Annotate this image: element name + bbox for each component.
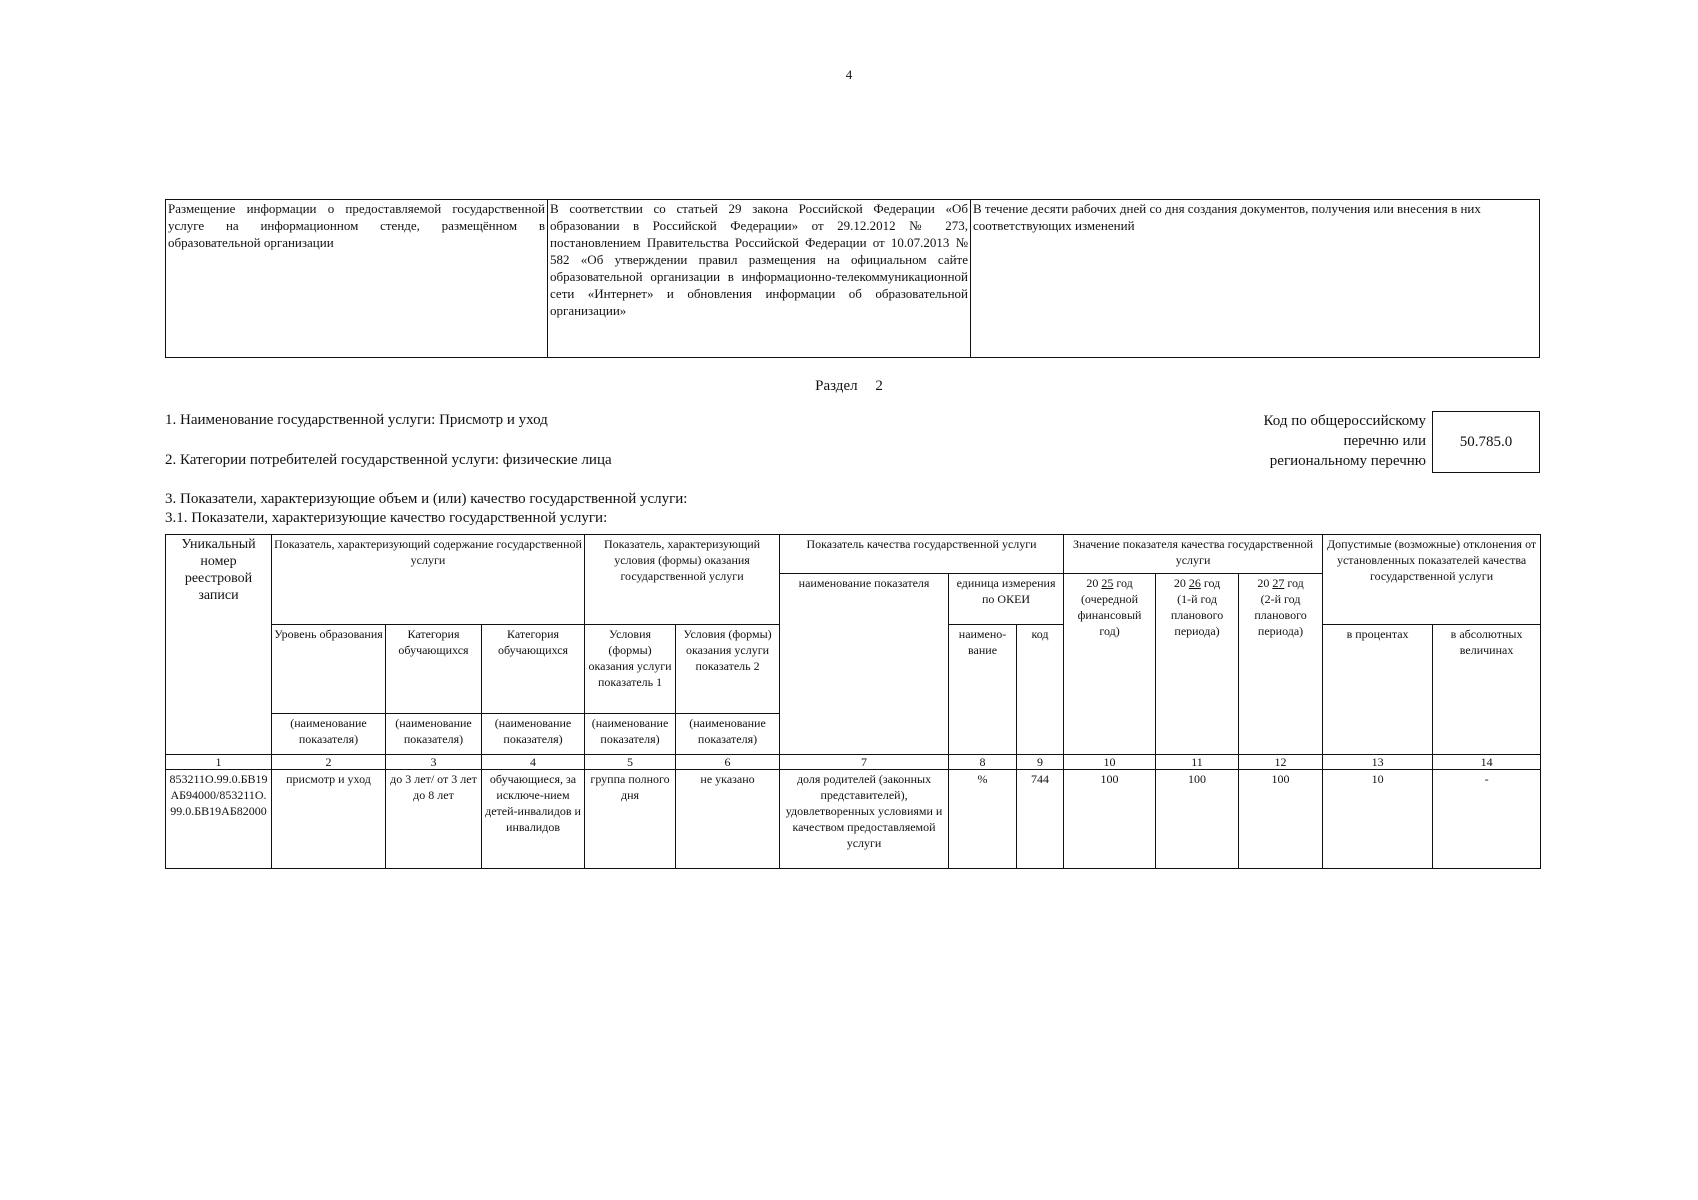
header-indicator-name: наименование показателя — [780, 574, 949, 755]
condition-1-cell: группа полного дня — [585, 770, 676, 869]
column-number: 9 — [1017, 755, 1064, 770]
condition-2-cell: не указано — [676, 770, 780, 869]
header-conditions-indicator: Показатель, характеризующий условия (формы) оказания государственной услуги — [585, 535, 780, 625]
registry-code-value: 50.785.0 — [1432, 411, 1540, 473]
header-percent: в процентах — [1323, 625, 1433, 755]
info-content-cell: В соответствии со статьей 29 закона Российской Федерации «Об образовании в Российской Федерации» от 29.12.2012 № 273, постановлением Правительства Российской Федерации от 10.07.2013 № 582 «Об утверждении правил размещения на официальном сайте образовательной организации в информационно-телекоммуникационной сети «Интернет» и обновления информации об образовательной организации» — [548, 200, 971, 358]
unit-name-cell: % — [949, 770, 1017, 869]
header-indicator-caption: (наименование показателя) — [386, 714, 482, 755]
age-category-cell: до 3 лет/ от 3 лет до 8 лет — [386, 770, 482, 869]
header-okei-code: код — [1017, 625, 1064, 755]
deviation-percent-cell: 10 — [1323, 770, 1433, 869]
indicators-heading: 3. Показатели, характеризующие объем и (или) качество государственной услуги: — [165, 491, 688, 507]
page-number: 4 — [845, 67, 853, 82]
column-number: 2 — [272, 755, 386, 770]
student-category-cell: обучающиеся, за исключе-нием детей-инвалидов и инвалидов — [482, 770, 585, 869]
service-name: 1. Наименование государственной услуги: Присмотр и уход — [165, 412, 548, 428]
column-number: 4 — [482, 755, 585, 770]
header-absolute: в абсолютных величинах — [1433, 625, 1541, 755]
info-method-cell: Размещение информации о предоставляемой государственной услуге на информационном стенде, размещённом в образовательной организации — [166, 200, 548, 358]
unit-code-cell: 744 — [1017, 770, 1064, 869]
header-student-category-1: Категория обучающихся — [386, 625, 482, 714]
registry-number-cell: 853211О.99.0.БВ19АБ94000/853211О.99.0.БВ19АБ82000 — [166, 770, 272, 869]
header-indicator-caption: (наименование показателя) — [272, 714, 386, 755]
quality-table — [165, 534, 1541, 869]
registry-code-label: Код по общероссийскому перечню или региональному перечню — [1263, 413, 1426, 469]
header-content-indicator: Показатель, характеризующий содержание государственной услуги — [272, 535, 585, 625]
column-number: 10 — [1064, 755, 1156, 770]
header-condition-1: Условия (формы) оказания услуги показатель 1 — [585, 625, 676, 714]
value-year-3-cell: 100 — [1239, 770, 1323, 869]
header-year-3: 20 27 год (2-й год планового периода) — [1239, 574, 1323, 755]
consumer-categories: 2. Категории потребителей государственной услуги: физические лица — [165, 452, 612, 468]
column-number: 1 — [166, 755, 272, 770]
header-indicator-caption: (наименование показателя) — [482, 714, 585, 755]
header-condition-2: Условия (формы) оказания услуги показатель 2 — [676, 625, 780, 714]
header-okei-name: наимено-вание — [949, 625, 1017, 755]
indicator-name-cell: доля родителей (законных представителей), удовлетворенных условиями и качеством предоставляемой услуги — [780, 770, 949, 869]
column-number: 11 — [1156, 755, 1239, 770]
header-unique-number: Уникальный номер реестровой записи — [166, 535, 272, 755]
column-number: 14 — [1433, 755, 1541, 770]
table-row — [166, 770, 1541, 869]
header-quality-indicator: Показатель качества государственной услуги — [780, 535, 1064, 574]
column-number: 7 — [780, 755, 949, 770]
section-title: Раздел 2 — [815, 378, 883, 394]
header-student-category-2: Категория обучающихся — [482, 625, 585, 714]
header-year-1: 20 25 год (очередной финансовый год) — [1064, 574, 1156, 755]
header-year-2: 20 26 год (1-й год планового периода) — [1156, 574, 1239, 755]
info-table — [165, 199, 1540, 358]
deviation-absolute-cell: - — [1433, 770, 1541, 869]
header-education-level: Уровень образования — [272, 625, 386, 714]
info-frequency-cell: В течение десяти рабочих дней со дня создания документов, получения или внесения в них соответствующих изменений — [971, 200, 1540, 358]
header-indicator-caption: (наименование показателя) — [585, 714, 676, 755]
education-level-cell: присмотр и уход — [272, 770, 386, 869]
column-number: 8 — [949, 755, 1017, 770]
header-indicator-value: Значение показателя качества государственной услуги — [1064, 535, 1323, 574]
column-number: 6 — [676, 755, 780, 770]
column-number: 3 — [386, 755, 482, 770]
column-number: 12 — [1239, 755, 1323, 770]
quality-indicators-heading: 3.1. Показатели, характеризующие качество государственной услуги: — [165, 510, 608, 526]
header-deviation: Допустимые (возможные) отклонения от установленных показателей качества государственной услуги — [1323, 535, 1541, 625]
value-year-2-cell: 100 — [1156, 770, 1239, 869]
header-okei: единица измерения по ОКЕИ — [949, 574, 1064, 625]
column-number: 13 — [1323, 755, 1433, 770]
header-indicator-caption: (наименование показателя) — [676, 714, 780, 755]
column-number: 5 — [585, 755, 676, 770]
value-year-1-cell: 100 — [1064, 770, 1156, 869]
